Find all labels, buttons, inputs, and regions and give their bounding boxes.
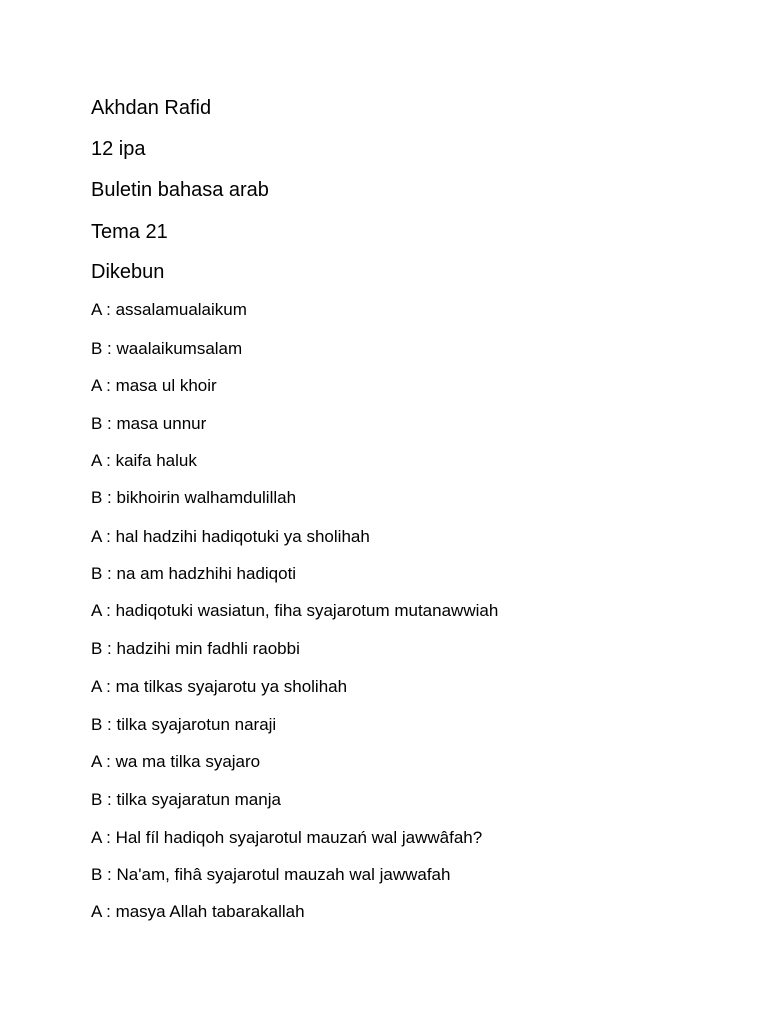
dialog-line: A : Hal fíl hadiqoh syajarotul mauzań wal jawwâfah? (91, 828, 483, 847)
dialog-line: B : na am hadzhihi hadiqoti (91, 564, 297, 583)
dialog-line: B : masa unnur (91, 414, 207, 433)
dialog-line: B : bikhoirin walhamdulillah (91, 488, 297, 507)
dialog-line: A : ma tilkas syajarotu ya sholihah (91, 677, 348, 696)
dialog-line: B : tilka syajarotun naraji (91, 715, 277, 734)
dialog-line: B : waalaikumsalam (91, 339, 243, 358)
theme-label: Tema 21 (91, 221, 168, 243)
setting-title: Dikebun (91, 261, 165, 283)
author-name: Akhdan Rafid (91, 97, 212, 119)
subject-title: Buletin bahasa arab (91, 179, 269, 201)
dialog-line: B : Na'am, fihâ syajarotul mauzah wal jawwafah (91, 865, 451, 884)
dialog-line: A : assalamualaikum (91, 300, 247, 319)
dialog-line: A : masya Allah tabarakallah (91, 902, 305, 921)
dialog-line: A : kaifa haluk (91, 451, 197, 470)
dialog-line: A : masa ul khoir (91, 376, 217, 395)
dialog-line: B : hadzihi min fadhli raobbi (91, 639, 300, 658)
dialog-line: A : wa ma tilka syajaro (91, 752, 261, 771)
class-label: 12 ipa (91, 138, 146, 160)
dialog-line: A : hadiqotuki wasiatun, fiha syajarotum mutanawwiah (91, 601, 499, 620)
dialog-line: B : tilka syajaratun manja (91, 790, 281, 809)
dialog-line: A : hal hadzihi hadiqotuki ya sholihah (91, 527, 370, 546)
